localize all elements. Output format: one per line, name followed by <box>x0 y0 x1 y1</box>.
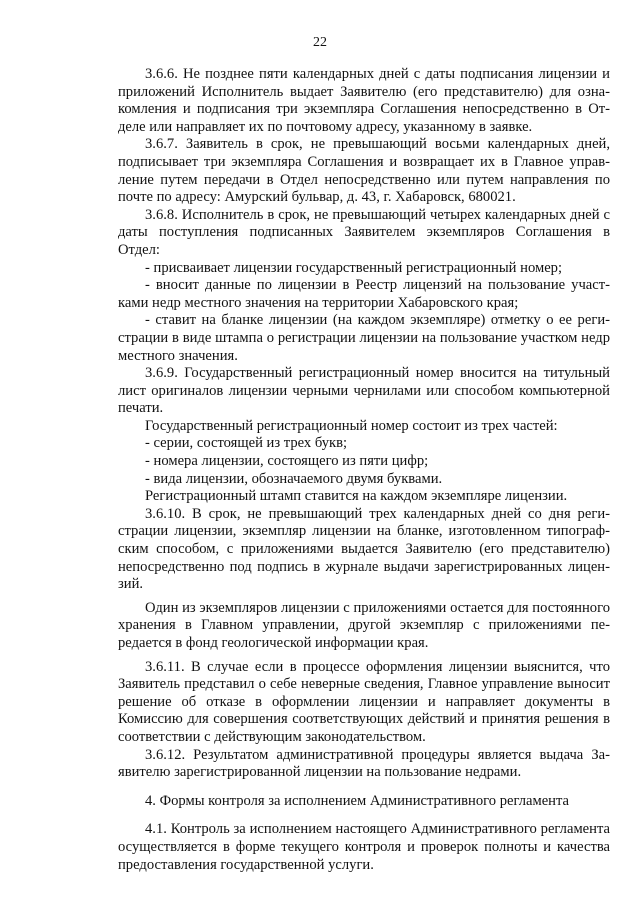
paragraph-3-6-11: 3.6.11. В случае если в процессе оформления лицензии выяснится, что Заявитель представил о себе неверные сведения, Главное управление выносит решение об отказе в оформлении лицензии и направляет документы в Комиссию для совершения соответствующих действий и принятия решения в соответствии с действующим законодательством. <box>118 658 610 745</box>
list-item-stamp-mark: - ставит на бланке лицензии (на каждом экземпляре) отметку о ее регистрации в виде штампа о регистрации лицензии на пользование участком недр местного значения. <box>118 312 610 364</box>
paragraph-number-structure: Государственный регистрационный номер состоит из трех частей: <box>145 417 558 434</box>
section-heading-4: 4. Формы контроля за исполнением Административного регламента <box>145 792 570 809</box>
paragraph-3-6-8: 3.6.8. Исполнитель в срок, не превышающий четырех календарных дней с даты поступления подписанных Заявителем экземпляров Соглашения в Отдел: <box>118 206 610 258</box>
paragraph-3-6-9: 3.6.9. Государственный регистрационный номер вносится на титульный лист оригиналов лицензии черными чернилами или способом компьютерной печати. <box>118 365 610 417</box>
list-item-license-number: - номера лицензии, состоящего из пяти цифр; <box>145 453 429 470</box>
paragraph-3-6-12: 3.6.12. Результатом административной процедуры является выдача Заявителю зарегистрированной лицензии на пользование недрами. <box>118 746 610 781</box>
list-item-license-type: - вида лицензии, обозначаемого двумя буквами. <box>145 470 443 487</box>
paragraph-4-1: 4.1. Контроль за исполнением настоящего Административного регламента осуществляется в форме текущего контроля и проверок полноты и качества предоставления государственной услуги. <box>118 821 610 873</box>
page-number: 22 <box>313 35 327 50</box>
paragraph-3-6-10: 3.6.10. В срок, не превышающий трех календарных дней со дня регистрации лицензии, экземпляр лицензии на бланке, изготовленном типографским способом, с приложениями выдается Заявителю (его представителю) непосредственно под подпись в журнале выдачи зарегистрированных лицензий. <box>118 505 610 593</box>
paragraph-stamp: Регистрационный штамп ставится на каждом экземпляре лицензии. <box>145 488 568 505</box>
list-item-assign-number: - присваивает лицензии государственный регистрационный номер; <box>145 259 563 276</box>
list-item-series: - серии, состоящей из трех букв; <box>145 435 348 452</box>
paragraph-3-6-7: 3.6.7. Заявитель в срок, не превышающий восьми календарных дней, подписывает три экземпляра Соглашения и возвращает их в Главное управление путем передачи в Отдел непосредственно или путем направления по почте по адресу: Амурский бульвар, д. 43, г. Хабаровск, 680021. <box>118 136 610 206</box>
document-body <box>118 66 610 874</box>
list-item-registry-entry: - вносит данные по лицензии в Реестр лицензий на пользование участками недр местного значения на территории Хабаровского края; <box>118 277 610 311</box>
paragraph-3-6-6: 3.6.6. Не позднее пяти календарных дней с даты подписания лицензии и приложений Исполнитель выдает Заявителю (его представителю) для ознакомления и подписания три экземпляра Соглашения непосредственно в Отделе или направляет их по почтовому адресу, указанному в заявке. <box>118 66 610 135</box>
paragraph-storage: Один из экземпляров лицензии с приложениями остается для постоянного хранения в Главном управлении, другой экземпляр с приложениями передается в фонд геологической информации края. <box>118 599 610 651</box>
